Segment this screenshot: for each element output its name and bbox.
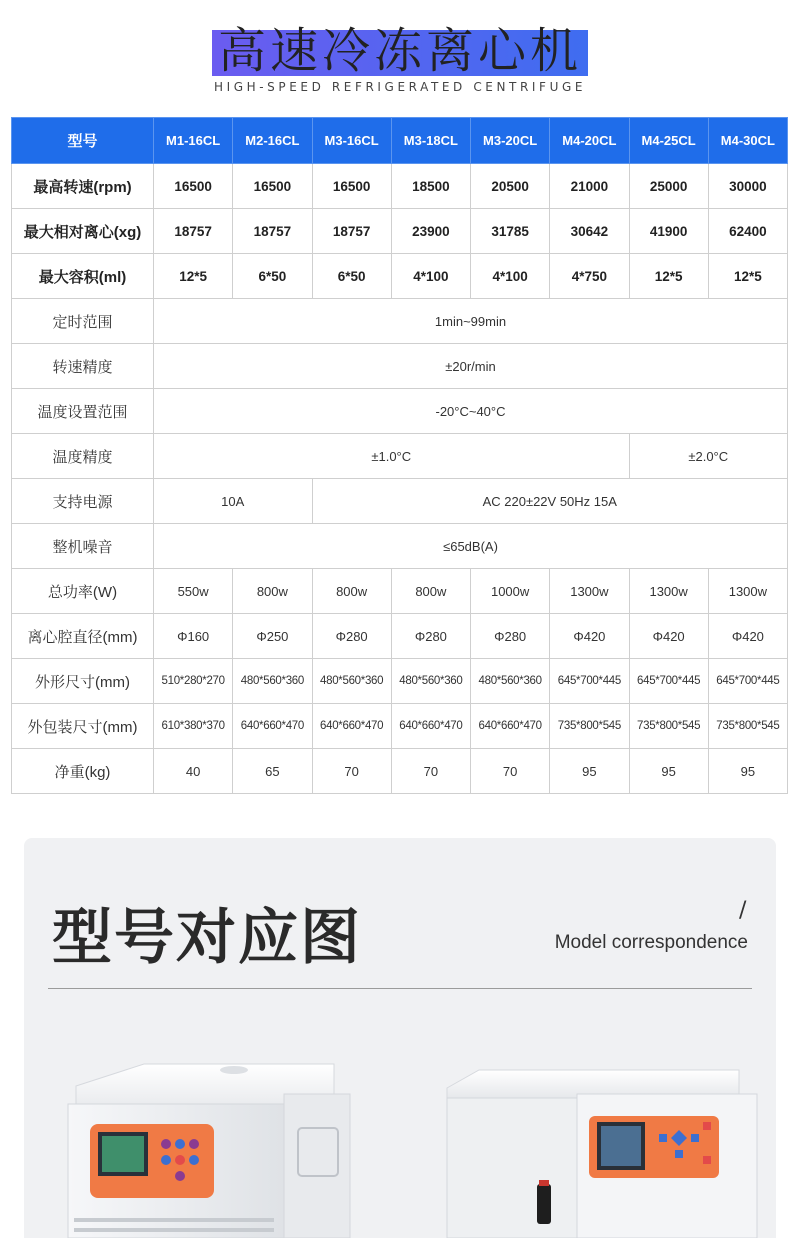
row-label: 最高转速(rpm) (12, 164, 154, 209)
table-cell: 18757 (233, 209, 312, 254)
table-cell: 95 (708, 749, 787, 794)
row-label: 离心腔直径(mm) (12, 614, 154, 659)
table-row-power-supply (12, 479, 788, 524)
table-cell: 645*700*445 (550, 659, 629, 704)
table-cell: 41900 (629, 209, 708, 254)
row-label: 外形尺寸(mm) (12, 659, 154, 704)
table-cell: Φ160 (154, 614, 233, 659)
table-cell: 735*800*545 (629, 704, 708, 749)
spec-table (11, 117, 788, 794)
table-row-temp-range (12, 389, 788, 434)
centrifuge-image-large (439, 1064, 759, 1238)
table-row-timer (12, 299, 788, 344)
table-cell: ±20r/min (154, 344, 788, 389)
table-cell: 21000 (550, 164, 629, 209)
table-cell: Φ280 (312, 614, 391, 659)
table-cell: ±2.0°C (629, 434, 788, 479)
model-name: M4-25CL (629, 118, 708, 164)
section-divider (48, 988, 752, 989)
row-label: 净重(kg) (12, 749, 154, 794)
table-row-max-speed (12, 164, 788, 209)
table-cell: 18500 (391, 164, 470, 209)
table-cell: 640*660*470 (391, 704, 470, 749)
model-name: M4-20CL (550, 118, 629, 164)
section-subtitle: Model correspondence (554, 932, 748, 953)
table-cell: 16500 (233, 164, 312, 209)
table-cell: 735*800*545 (708, 704, 787, 749)
table-cell: 480*560*360 (391, 659, 470, 704)
table-row-total-power (12, 569, 788, 614)
table-cell: 640*660*470 (312, 704, 391, 749)
table-cell: 640*660*470 (471, 704, 550, 749)
table-cell: 800w (312, 569, 391, 614)
table-row-noise (12, 524, 788, 569)
table-cell: ≤65dB(A) (154, 524, 788, 569)
table-row-max-capacity (12, 254, 788, 299)
page-header (0, 0, 800, 110)
table-cell: -20°C~40°C (154, 389, 788, 434)
table-cell: 4*750 (550, 254, 629, 299)
row-label: 定时范围 (12, 299, 154, 344)
table-cell: Φ420 (629, 614, 708, 659)
row-label: 总功率(W) (12, 569, 154, 614)
table-cell: 23900 (391, 209, 470, 254)
table-cell: 6*50 (312, 254, 391, 299)
row-label: 外包装尺寸(mm) (12, 704, 154, 749)
table-cell: 6*50 (233, 254, 312, 299)
title-slash: / (739, 898, 747, 923)
model-name: M3-16CL (312, 118, 391, 164)
table-cell: 12*5 (154, 254, 233, 299)
table-cell: 1300w (629, 569, 708, 614)
table-cell: 645*700*445 (708, 659, 787, 704)
table-cell: 800w (233, 569, 312, 614)
model-name: M3-20CL (471, 118, 550, 164)
table-cell: 12*5 (629, 254, 708, 299)
table-cell: 510*280*270 (154, 659, 233, 704)
table-cell: 25000 (629, 164, 708, 209)
table-cell: 645*700*445 (629, 659, 708, 704)
table-cell: Φ420 (550, 614, 629, 659)
row-label: 温度设置范围 (12, 389, 154, 434)
table-row-chamber-diameter (12, 614, 788, 659)
model-correspondence-panel (24, 838, 776, 1238)
table-cell: 16500 (312, 164, 391, 209)
table-cell: 70 (471, 749, 550, 794)
table-cell: 1000w (471, 569, 550, 614)
table-cell: 640*660*470 (233, 704, 312, 749)
table-cell: 10A (154, 479, 313, 524)
table-cell: 95 (629, 749, 708, 794)
row-label: 最大容积(ml) (12, 254, 154, 299)
table-cell: 1300w (550, 569, 629, 614)
table-cell: 31785 (471, 209, 550, 254)
table-cell: 16500 (154, 164, 233, 209)
table-cell: 1300w (708, 569, 787, 614)
row-label: 转速精度 (12, 344, 154, 389)
table-row-speed-accuracy (12, 344, 788, 389)
table-cell: 550w (154, 569, 233, 614)
table-header-row (12, 118, 788, 164)
table-cell: Φ250 (233, 614, 312, 659)
table-cell: ±1.0°C (154, 434, 630, 479)
table-row-max-rcf (12, 209, 788, 254)
table-cell: 4*100 (391, 254, 470, 299)
table-cell: 20500 (471, 164, 550, 209)
table-cell: 70 (391, 749, 470, 794)
table-cell: 480*560*360 (471, 659, 550, 704)
table-cell: AC 220±22V 50Hz 15A (312, 479, 788, 524)
table-row-dimensions (12, 659, 788, 704)
table-row-package-size (12, 704, 788, 749)
table-row-net-weight (12, 749, 788, 794)
table-cell: 610*380*370 (154, 704, 233, 749)
centrifuge-image-small (54, 1058, 354, 1238)
row-label: 整机噪音 (12, 524, 154, 569)
header-model-label: 型号 (12, 118, 154, 164)
table-cell: 735*800*545 (550, 704, 629, 749)
row-label: 最大相对离心(xg) (12, 209, 154, 254)
table-cell: 1min~99min (154, 299, 788, 344)
table-cell: 70 (312, 749, 391, 794)
table-cell: Φ280 (471, 614, 550, 659)
table-cell: 480*560*360 (312, 659, 391, 704)
model-name: M1-16CL (154, 118, 233, 164)
row-label: 温度精度 (12, 434, 154, 479)
table-cell: 65 (233, 749, 312, 794)
row-label: 支持电源 (12, 479, 154, 524)
model-name: M4-30CL (708, 118, 787, 164)
table-cell: 4*100 (471, 254, 550, 299)
table-cell: 30642 (550, 209, 629, 254)
section-title: 型号对应图 (52, 903, 362, 973)
page-subtitle: HIGH-SPEED REFRIGERATED CENTRIFUGE (213, 80, 587, 94)
table-cell: 40 (154, 749, 233, 794)
table-cell: 12*5 (708, 254, 787, 299)
table-row-temp-accuracy (12, 434, 788, 479)
model-name: M3-18CL (391, 118, 470, 164)
table-cell: 95 (550, 749, 629, 794)
page-title: 高速冷冻离心机 (217, 23, 582, 79)
model-name: M2-16CL (233, 118, 312, 164)
table-cell: 800w (391, 569, 470, 614)
table-cell: Φ420 (708, 614, 787, 659)
table-cell: Φ280 (391, 614, 470, 659)
table-cell: 480*560*360 (233, 659, 312, 704)
table-cell: 30000 (708, 164, 787, 209)
table-cell: 62400 (708, 209, 787, 254)
table-cell: 18757 (154, 209, 233, 254)
table-cell: 18757 (312, 209, 391, 254)
